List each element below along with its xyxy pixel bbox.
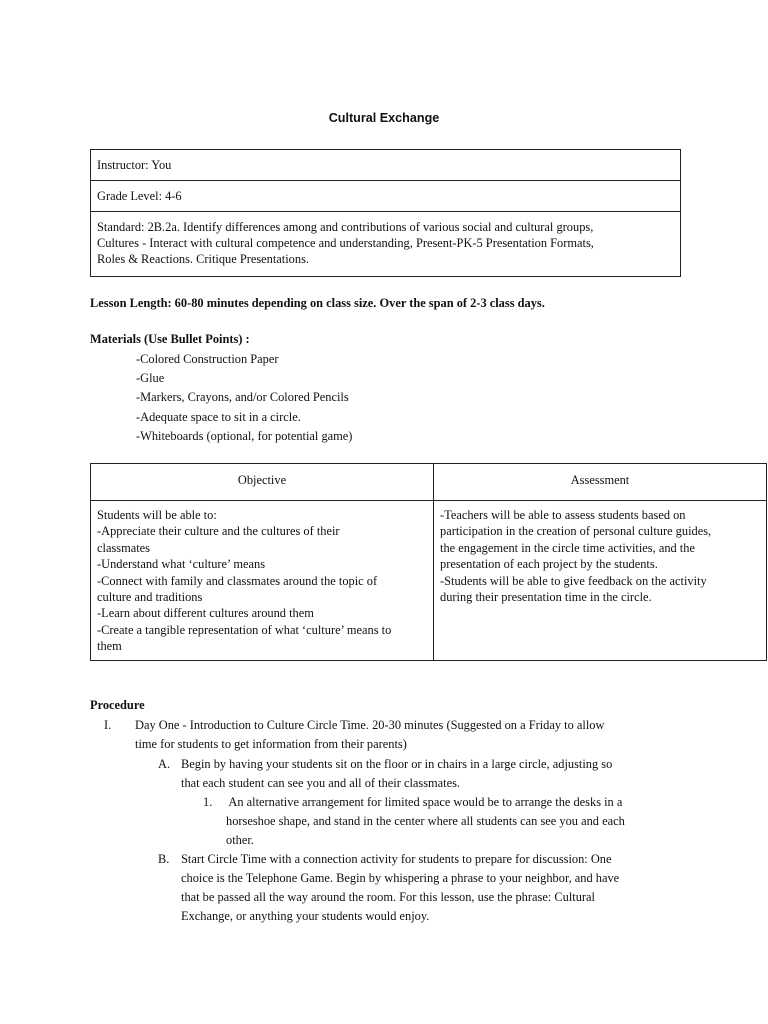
objective-line: classmates [97,540,150,555]
step-b-line: Start Circle Time with a connection activity for students to prepare for discussion: One [181,852,612,866]
assessment-header: Assessment [570,473,630,487]
material-item: -Whiteboards (optional, for potential game) [136,428,353,443]
step-b-line: choice is the Telephone Game. Begin by whispering a phrase to your neighbor, and have [181,871,620,885]
materials-heading: Materials (Use Bullet Points) : [90,332,250,346]
procedure-heading: Procedure [90,698,145,712]
step-a1-text [226,793,625,850]
standard-line: Standard: 2B.2a. Identify differences among and contributions of various social and cultural groups, [97,220,594,234]
material-item: -Colored Construction Paper [136,352,279,366]
assessment-line: participation in the creation of personal culture guides, [440,524,712,539]
step-a1-line: An alternative arrangement for limited space would be to arrange the desks in a [226,795,623,809]
objective-line: them [97,639,122,654]
objective-assessment-table [90,463,767,661]
step-b-marker: B. [158,852,170,866]
step-b-text [181,850,619,926]
step-a1-line: other. [226,833,254,847]
assessment-line: during their presentation time in the circle. [440,590,652,605]
assessment-line: -Teachers will be able to assess students based on [440,508,686,522]
assessment-cell [434,501,766,661]
materials-list [136,350,352,446]
grade-level-row: Grade Level: 4-6 [91,181,680,212]
objective-line: -Connect with family and classmates around the topic of [97,573,378,588]
step-b-line: that be passed all the way around the room. For this lesson, use the phrase: Cultural [181,890,595,904]
document-title: Cultural Exchange [328,111,440,125]
material-item: -Markers, Crayons, and/or Colored Pencils [136,390,349,405]
table-header-row [91,464,766,501]
objective-line: -Appreciate their culture and the cultures of their [97,524,340,539]
instructor-row: Instructor: You [91,150,680,181]
step-a-line: that each student can see you and all of their classmates. [181,776,461,790]
objective-line: -Understand what ‘culture’ means [97,557,266,572]
step-a1-line: horseshoe shape, and stand in the center where all students can see you and each [226,814,625,828]
step-a1-marker: 1. [203,795,213,809]
lesson-length: Lesson Length: 60-80 minutes depending on class size. Over the span of 2-3 class days. [90,296,545,310]
material-item: -Glue [136,371,165,386]
day-one-text [135,716,604,754]
objective-line: culture and traditions [97,590,203,605]
assessment-line: presentation of each project by the students. [440,557,658,572]
assessment-line: -Students will be able to give feedback on the activity [440,573,707,588]
objective-cell [91,501,434,661]
step-b-line: Exchange, or anything your students would enjoy. [181,909,430,923]
day-one-marker: I. [104,718,112,732]
day-one-line: time for students to get information from their parents) [135,737,407,751]
objective-line: Students will be able to: [97,508,217,522]
standard-line: Cultures - Interact with cultural competence and understanding, Present-PK-5 Presentation Formats, [97,236,594,250]
day-one-line: Day One - Introduction to Culture Circle Time. 20-30 minutes (Suggested on a Friday to allow [135,718,605,732]
objective-line: -Create a tangible representation of what ‘culture’ means to [97,622,392,637]
standard-line: Roles & Reactions. Critique Presentations. [97,252,309,266]
standard-row [91,212,680,276]
table-row [91,501,766,661]
objective-header: Objective [91,464,434,500]
material-item: -Adequate space to sit in a circle. [136,409,301,424]
step-a-text [181,755,612,793]
info-table [90,149,681,277]
step-a-marker: A. [158,757,171,771]
assessment-line: the engagement in the circle time activities, and the [440,540,695,555]
objective-line: -Learn about different cultures around them [97,606,314,621]
step-a-line: Begin by having your students sit on the floor or in chairs in a large circle, adjusting so [181,757,613,771]
